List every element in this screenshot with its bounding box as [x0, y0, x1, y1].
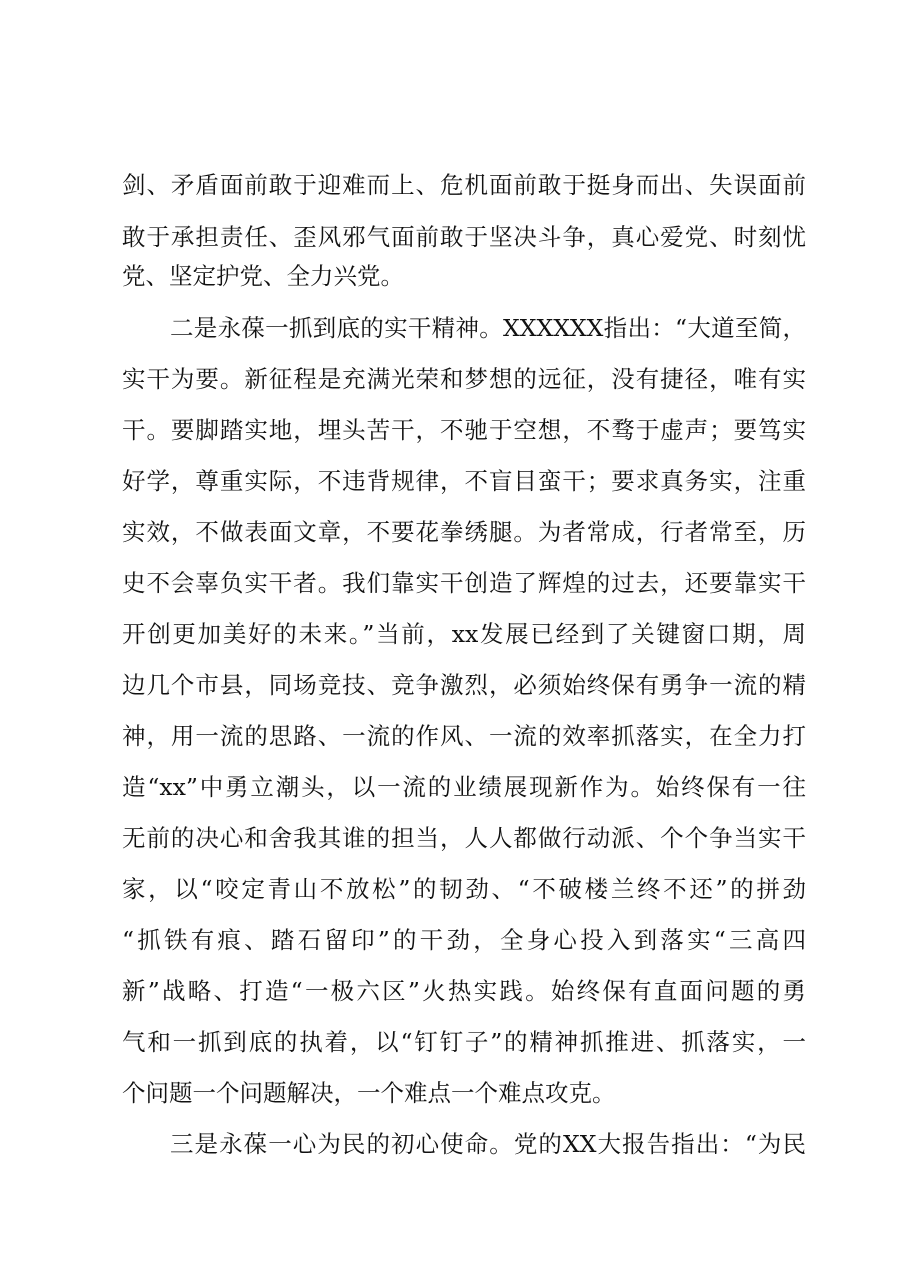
text-line: 好学，尊重实际，不违背规律，不盲目蛮干；要求真务实，注重 [122, 467, 806, 495]
paragraph-start-line: 三是永葆一心为民的初心使命。党的XX大报告指出：“为民 [170, 1130, 806, 1158]
text-line: 无前的决心和舍我其谁的担当，人人都做行动派、个个争当实干 [122, 824, 806, 852]
text-line: 新”战略、打造“一极六区”火热实践。始终保有直面问题的勇 [122, 977, 806, 1005]
text-line: 干。要脚踏实地，埋头苦干，不驰于空想，不骛于虚声；要笃实 [122, 416, 806, 444]
text-line: 家，以“咬定青山不放松”的韧劲、“不破楼兰终不还”的拼劲 [122, 875, 806, 903]
text-line: 史不会辜负实干者。我们靠实干创造了辉煌的过去，还要靠实干 [122, 569, 806, 597]
text-line: 边几个市县，同场竞技、竞争激烈，必须始终保有勇争一流的精 [122, 671, 806, 699]
text-line: 气和一抓到底的执着，以“钉钉子”的精神抓推进、抓落实，一 [122, 1028, 806, 1056]
text-line: 实干为要。新征程是充满光荣和梦想的远征，没有捷径，唯有实 [122, 365, 806, 393]
text-line: 党、坚定护党、全力兴党。 [122, 262, 404, 290]
text-line: 开创更加美好的未来。”当前，xx发展已经到了关键窗口期，周 [122, 620, 806, 648]
text-line: 剑、矛盾面前敢于迎难而上、危机面前敢于挺身而出、失误面前 [122, 171, 806, 199]
paragraph-start-line: 二是永葆一抓到底的实干精神。XXXXXX指出：“大道至简， [170, 314, 806, 342]
text-line: 个问题一个问题解决，一个难点一个难点攻克。 [122, 1079, 616, 1107]
text-line: “抓铁有痕、踏石留印”的干劲，全身心投入到落实“三高四 [122, 926, 806, 954]
text-line: 敢于承担责任、歪风邪气面前敢于坚决斗争，真心爱党、时刻忧 [122, 223, 806, 251]
text-line: 神，用一流的思路、一流的作风、一流的效率抓落实，在全力打 [122, 722, 806, 750]
text-line: 造“xx”中勇立潮头，以一流的业绩展现新作为。始终保有一往 [122, 773, 806, 801]
text-line: 实效，不做表面文章，不要花拳绣腿。为者常成，行者常至，历 [122, 518, 806, 546]
